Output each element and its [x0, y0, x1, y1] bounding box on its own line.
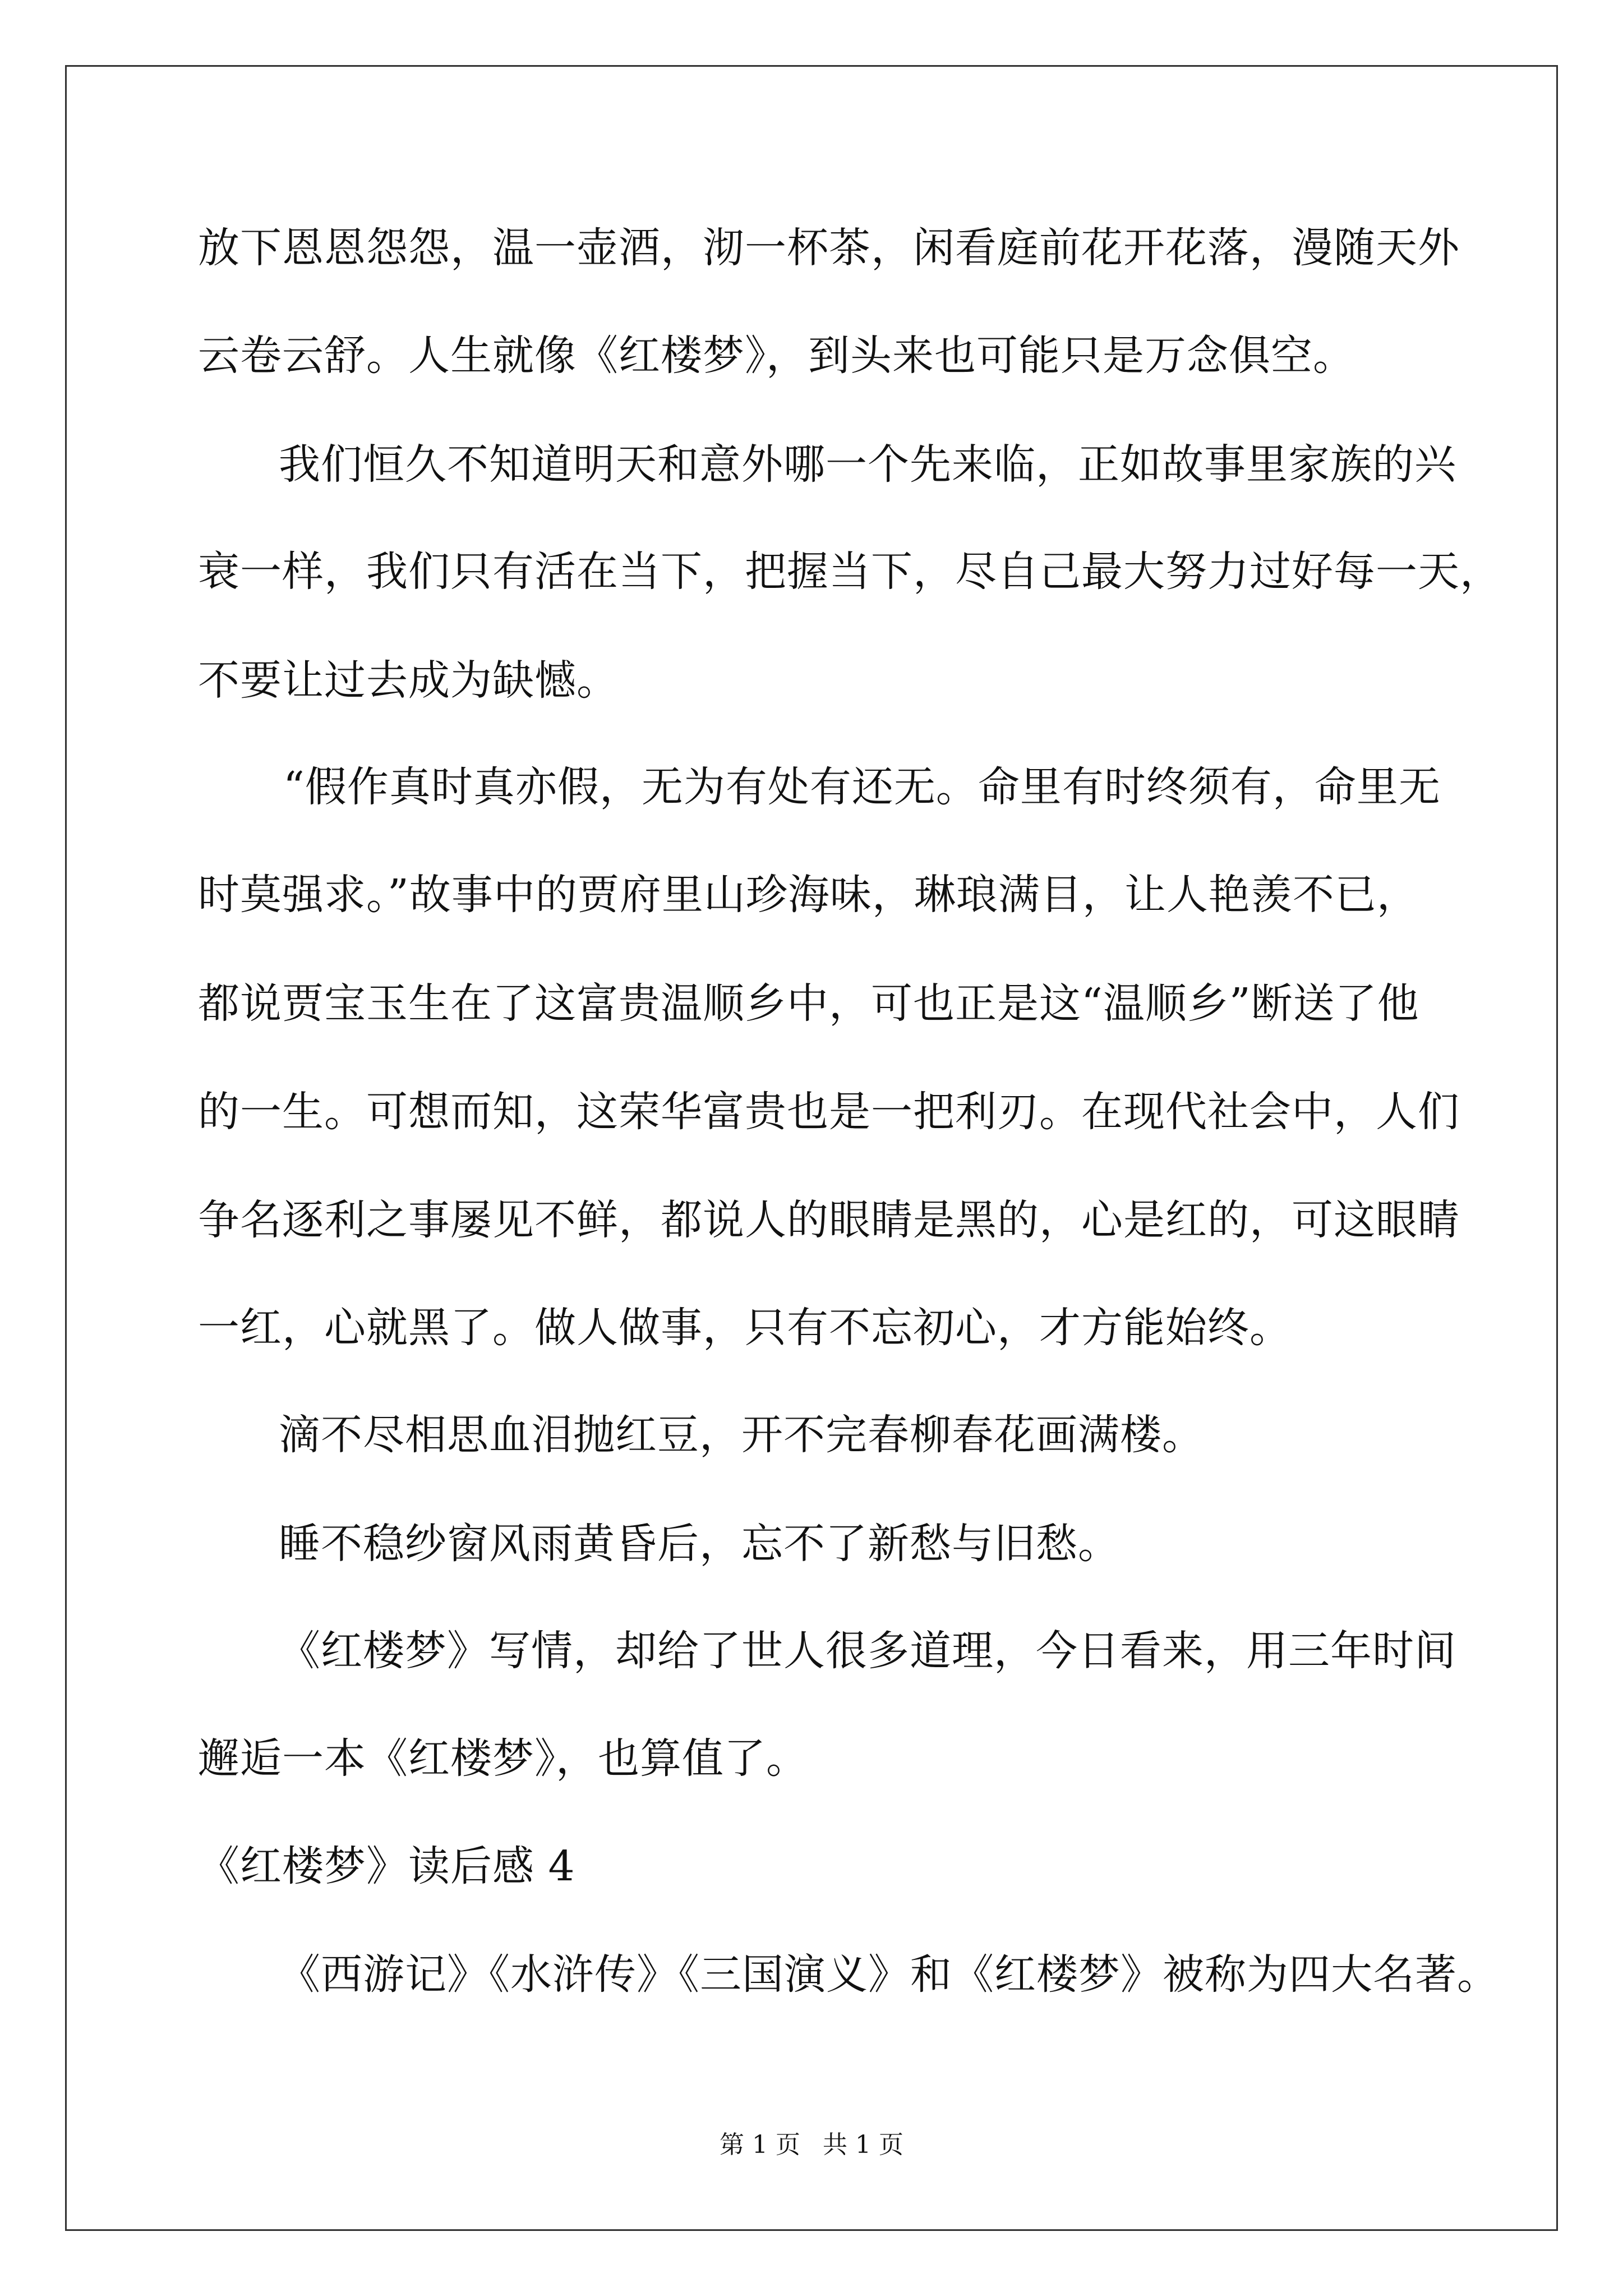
body-line-14: 《红楼梦》写情，却给了世人很多道理，今日看来，用三年时间: [279, 1627, 1456, 1675]
body-line-11: 一红，心就黑了。做人做事，只有不忘初心，才方能始终。: [198, 1304, 1292, 1352]
body-line-3: 我们恒久不知道明天和意外哪一个先来临，正如故事里家族的兴: [279, 440, 1456, 489]
body-line-4: 衰一样，我们只有活在当下，把握当下，尽自己最大努力过好每一天，: [198, 547, 1502, 596]
body-line-last: 《西游记》《水浒传》《三国演义》和《红楼梦》被称为四大名著。: [279, 1950, 1499, 1999]
body-line-9: 的一生。可想而知，这荣华富贵也是一把利刃。在现代社会中，人们: [198, 1088, 1460, 1136]
body-line-7: 时莫强求。”故事中的贾府里山珍海味，琳琅满目，让人艳羡不已，: [198, 871, 1419, 919]
page-total: 共 1 页: [823, 2131, 903, 2159]
body-line-5: 不要让过去成为缺憾。: [198, 656, 619, 705]
body-line-2: 云卷云舒。人生就像《红楼梦》，到头来也可能只是万念俱空。: [198, 332, 1355, 380]
page-footer: [0, 2133, 1623, 2157]
body-line-8: 都说贾宝玉生在了这富贵温顺乡中，可也正是这“温顺乡”断送了他: [198, 979, 1419, 1028]
page-border: [65, 65, 1558, 2231]
body-line-13: 睡不稳纱窗风雨黄昏后，忘不了新愁与旧愁。: [279, 1520, 1120, 1568]
body-line-1: 放下恩恩怨怨，温一壶酒，沏一杯茶，闲看庭前花开花落，漫随天外: [198, 224, 1460, 272]
body-line-6: “假作真时真亦假，无为有处有还无。命里有时终须有，命里无: [283, 763, 1441, 811]
body-line-10: 争名逐利之事屡见不鲜，都说人的眼睛是黑的，心是红的，可这眼睛: [198, 1196, 1460, 1244]
body-line-12: 滴不尽相思血泪抛红豆，开不完春柳春花画满楼。: [279, 1411, 1204, 1459]
page-number: 第 1 页: [720, 2131, 800, 2159]
body-line-15: 邂逅一本《红楼梦》，也算值了。: [198, 1734, 808, 1783]
section-heading: 《红楼梦》读后感 4: [198, 1842, 575, 1890]
